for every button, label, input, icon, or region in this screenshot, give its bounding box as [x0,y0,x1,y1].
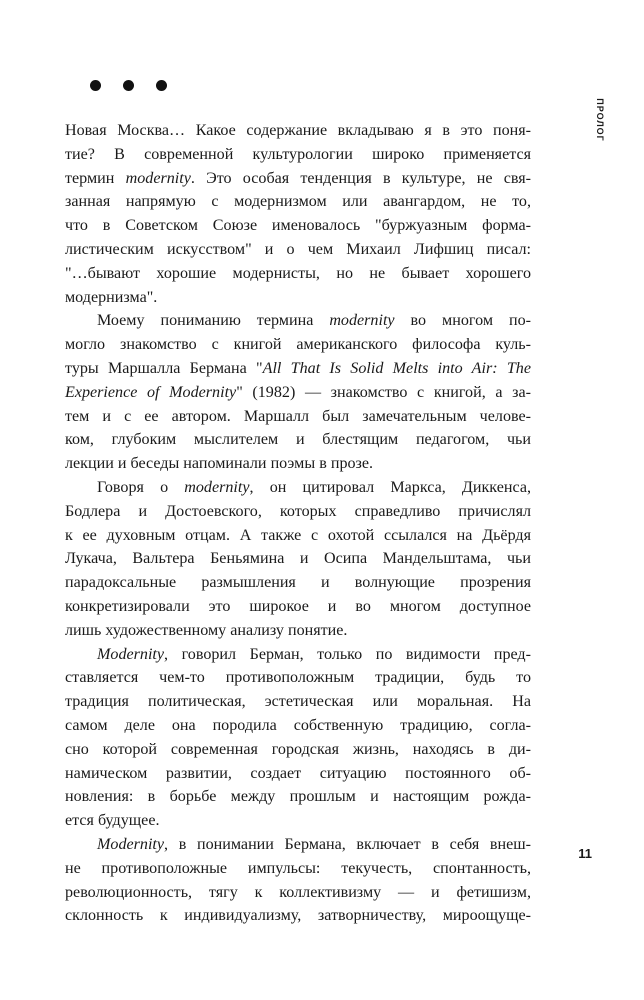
dot-icon [90,80,101,91]
running-head [592,80,608,160]
text-line: Лукача, Вальтера Беньямина и Осипа Мандельштама, чьи [65,550,531,568]
text-line: модернизма". [65,288,158,306]
text-line: новления: в борьбе между прошлым и настоящим рожда- [65,788,531,806]
text-line: самом деле она породила собственную традицию, согла- [65,716,531,734]
text-line: традиция политическая, эстетическая или моральная. На [65,693,531,711]
text-line: лекции и беседы напоминали поэмы в прозе. [65,455,374,473]
text-line: листическим искусством" и о чем Михаил Лифшиц писал: [65,240,531,258]
dot-icon [156,80,167,91]
text-line: лишь художественному анализу понятие. [65,621,348,639]
italic-term: All That Is Solid Melts into Air: The [262,359,531,377]
text-line: Моему пониманию термина modernity во многом по- [97,312,531,330]
text-line: революционность, тягу к коллективизму — и фетишизм, [65,883,531,901]
text-line: к ее духовным отцам. А также с охотой ссылался на Дьёрдя [65,526,531,544]
text-line: не противоположные импульсы: текучесть, спонтанность, [65,859,531,877]
text-line: "…бывают хорошие модернисты, но не бывает хорошего [65,264,531,282]
text-line: ком, глубоким мыслителем и блестящим педагогом, чьи [65,431,531,449]
italic-term: modernity [125,169,191,187]
text-line: ставляется чем-то противоположным традиции, будь то [65,669,531,687]
text-line: Experience of Modernity" (1982) — знакомство с книгой, а за- [65,383,532,401]
text-line: занная напрямую с модернизмом или авангардом, не то, [65,193,531,211]
text-line: парадоксальные размышления и волнующие прозрения [65,574,531,592]
running-head-label: ПРОЛОГ [595,98,605,142]
text-line: сно которой современная городская жизнь, находясь в ди- [65,740,531,758]
text-line: тие? В современной культурологии широко применяется [65,145,531,163]
section-break-dots [90,80,167,91]
text-line: Modernity, в понимании Бермана, включает в себя внеш- [97,835,531,853]
italic-term: modernity [329,312,395,330]
text-line: конкретизировали это широкое и во многом доступное [65,597,531,615]
text-line: что в Советском Союзе именовалось "буржуазным форма- [65,217,531,235]
dot-icon [123,80,134,91]
text-line: склонность к индивидуализму, затворничеству, мироощуще- [65,907,531,925]
text-line: ется будущее. [65,812,160,830]
italic-term: modernity [184,478,250,496]
text-line: намическом развитии, создает ситуацию постоянного об- [65,764,531,782]
text-line: Новая Москва… Какое содержание вкладываю я в это поня- [65,122,531,139]
text-line: термин modernity. Это особая тенденция в культуре, не свя- [65,169,531,187]
italic-term: Experience of Modernity [65,383,237,401]
text-line: могло знакомство с книгой американского философа куль- [65,336,531,354]
text-line: туры Маршалла Бермана "All That Is Solid Melts into Air: The [65,359,531,377]
text-line: Бодлера и Достоевского, которых справедливо причислял [65,502,531,520]
page-number: 11 [578,846,592,861]
text-line: Говоря о modernity, он цитировал Маркса, Диккенса, [97,478,531,496]
italic-term: Modernity [97,645,165,663]
body-text [65,119,531,928]
italic-term: Modernity [97,835,165,853]
text-line: тем и с ее автором. Маршалл был замечательным челове- [65,407,531,425]
text-line: Modernity, говорил Берман, только по видимости пред- [97,645,531,663]
